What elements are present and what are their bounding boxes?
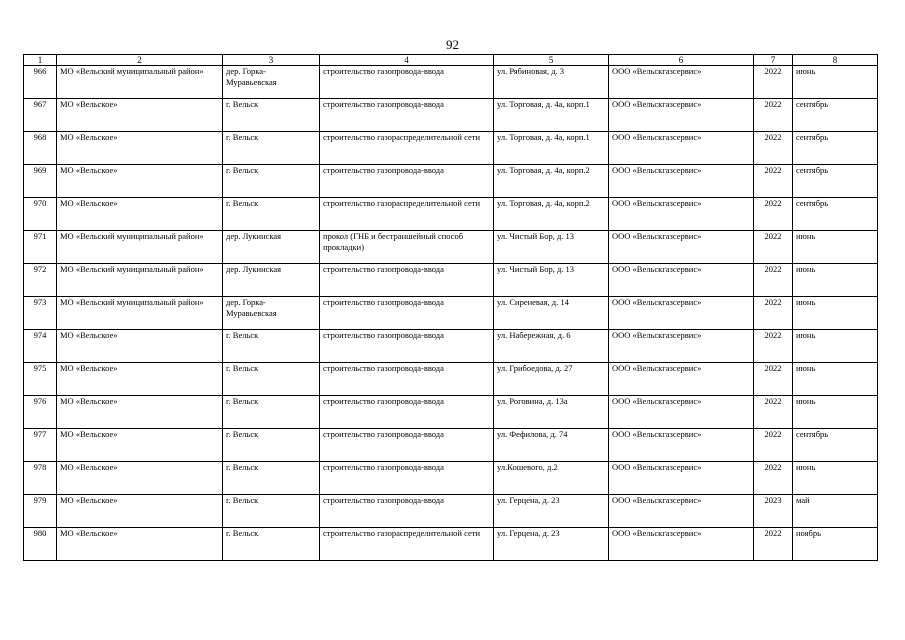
- column-number: 6: [609, 55, 754, 66]
- table-row: [24, 165, 878, 198]
- settlement-cell: г. Вельск: [223, 165, 320, 198]
- municipality-cell: МО «Вельское»: [57, 330, 223, 363]
- organization-cell: ООО «Вельскгазсервис»: [609, 231, 754, 264]
- table-row: [24, 198, 878, 231]
- year-cell: 2022: [754, 132, 793, 165]
- row-number-cell: 977: [24, 429, 57, 462]
- year-cell: 2022: [754, 429, 793, 462]
- address-cell: ул. Герцена, д. 23: [494, 528, 609, 561]
- table-row: [24, 396, 878, 429]
- organization-cell: ООО «Вельскгазсервис»: [609, 99, 754, 132]
- address-cell: ул. Торговая, д. 4а, корп.2: [494, 198, 609, 231]
- row-number-cell: 966: [24, 66, 57, 99]
- settlement-cell: г. Вельск: [223, 330, 320, 363]
- gasification-schedule-table: [23, 54, 878, 561]
- municipality-cell: МО «Вельский муниципальный район»: [57, 297, 223, 330]
- column-number: 4: [320, 55, 494, 66]
- month-cell: июнь: [793, 462, 878, 495]
- organization-cell: ООО «Вельскгазсервис»: [609, 429, 754, 462]
- organization-cell: ООО «Вельскгазсервис»: [609, 297, 754, 330]
- row-number-cell: 971: [24, 231, 57, 264]
- work-type-cell: строительство газораспределительной сети: [320, 198, 494, 231]
- work-type-cell: строительство газопровода-ввода: [320, 462, 494, 495]
- month-cell: май: [793, 495, 878, 528]
- month-cell: июнь: [793, 363, 878, 396]
- table-row: [24, 99, 878, 132]
- municipality-cell: МО «Вельский муниципальный район»: [57, 66, 223, 99]
- row-number-cell: 973: [24, 297, 57, 330]
- month-cell: июнь: [793, 297, 878, 330]
- work-type-cell: строительство газопровода-ввода: [320, 297, 494, 330]
- work-type-cell: строительство газопровода-ввода: [320, 363, 494, 396]
- table-row: [24, 363, 878, 396]
- row-number-cell: 972: [24, 264, 57, 297]
- settlement-cell: г. Вельск: [223, 396, 320, 429]
- column-number: 8: [793, 55, 878, 66]
- year-cell: 2022: [754, 330, 793, 363]
- month-cell: сентябрь: [793, 99, 878, 132]
- table-row: [24, 297, 878, 330]
- month-cell: сентябрь: [793, 198, 878, 231]
- month-cell: июнь: [793, 264, 878, 297]
- address-cell: ул. Герцена, д. 23: [494, 495, 609, 528]
- table-row: [24, 330, 878, 363]
- municipality-cell: МО «Вельское»: [57, 99, 223, 132]
- organization-cell: ООО «Вельскгазсервис»: [609, 132, 754, 165]
- row-number-cell: 976: [24, 396, 57, 429]
- row-number-cell: 980: [24, 528, 57, 561]
- year-cell: 2022: [754, 231, 793, 264]
- organization-cell: ООО «Вельскгазсервис»: [609, 165, 754, 198]
- work-type-cell: строительство газопровода-ввода: [320, 264, 494, 297]
- year-cell: 2022: [754, 297, 793, 330]
- row-number-cell: 974: [24, 330, 57, 363]
- settlement-cell: г. Вельск: [223, 495, 320, 528]
- row-number-cell: 978: [24, 462, 57, 495]
- year-cell: 2022: [754, 462, 793, 495]
- table-row: [24, 429, 878, 462]
- column-number: 3: [223, 55, 320, 66]
- organization-cell: ООО «Вельскгазсервис»: [609, 528, 754, 561]
- table-row: [24, 66, 878, 99]
- municipality-cell: МО «Вельское»: [57, 396, 223, 429]
- row-number-cell: 970: [24, 198, 57, 231]
- address-cell: ул. Фефилова, д. 74: [494, 429, 609, 462]
- work-type-cell: строительство газораспределительной сети: [320, 528, 494, 561]
- settlement-cell: г. Вельск: [223, 429, 320, 462]
- municipality-cell: МО «Вельское»: [57, 462, 223, 495]
- work-type-cell: строительство газопровода-ввода: [320, 495, 494, 528]
- municipality-cell: МО «Вельское»: [57, 132, 223, 165]
- municipality-cell: МО «Вельское»: [57, 198, 223, 231]
- address-cell: ул. Рябиновая, д. 3: [494, 66, 609, 99]
- address-cell: ул. Торговая, д. 4а, корп.1: [494, 132, 609, 165]
- settlement-cell: дер. Лукинская: [223, 231, 320, 264]
- page-number: 92: [446, 37, 459, 52]
- municipality-cell: МО «Вельское»: [57, 165, 223, 198]
- month-cell: сентябрь: [793, 429, 878, 462]
- column-number: 1: [24, 55, 57, 66]
- row-number-cell: 979: [24, 495, 57, 528]
- year-cell: 2022: [754, 99, 793, 132]
- organization-cell: ООО «Вельскгазсервис»: [609, 495, 754, 528]
- municipality-cell: МО «Вельский муниципальный район»: [57, 231, 223, 264]
- year-cell: 2022: [754, 528, 793, 561]
- year-cell: 2022: [754, 198, 793, 231]
- work-type-cell: строительство газопровода-ввода: [320, 330, 494, 363]
- address-cell: ул.Кошевого, д.2: [494, 462, 609, 495]
- work-type-cell: строительство газопровода-ввода: [320, 396, 494, 429]
- municipality-cell: МО «Вельское»: [57, 429, 223, 462]
- address-cell: ул. Грибоедова, д. 27: [494, 363, 609, 396]
- table-row: [24, 231, 878, 264]
- organization-cell: ООО «Вельскгазсервис»: [609, 363, 754, 396]
- work-type-cell: строительство газопровода-ввода: [320, 165, 494, 198]
- settlement-cell: г. Вельск: [223, 363, 320, 396]
- municipality-cell: МО «Вельский муниципальный район»: [57, 264, 223, 297]
- address-cell: ул. Чистый Бор, д. 13: [494, 264, 609, 297]
- row-number-cell: 968: [24, 132, 57, 165]
- organization-cell: ООО «Вельскгазсервис»: [609, 396, 754, 429]
- settlement-cell: г. Вельск: [223, 462, 320, 495]
- settlement-cell: г. Вельск: [223, 528, 320, 561]
- organization-cell: ООО «Вельскгазсервис»: [609, 462, 754, 495]
- year-cell: 2022: [754, 363, 793, 396]
- row-number-cell: 967: [24, 99, 57, 132]
- table-body: [24, 66, 878, 561]
- settlement-cell: дер. Горка-Муравьевская: [223, 297, 320, 330]
- settlement-cell: г. Вельск: [223, 132, 320, 165]
- table-row: [24, 132, 878, 165]
- year-cell: 2022: [754, 264, 793, 297]
- month-cell: июнь: [793, 396, 878, 429]
- organization-cell: ООО «Вельскгазсервис»: [609, 66, 754, 99]
- settlement-cell: дер. Лукинская: [223, 264, 320, 297]
- month-cell: сентябрь: [793, 165, 878, 198]
- municipality-cell: МО «Вельское»: [57, 528, 223, 561]
- address-cell: ул. Торговая, д. 4а, корп.2: [494, 165, 609, 198]
- organization-cell: ООО «Вельскгазсервис»: [609, 330, 754, 363]
- month-cell: июнь: [793, 231, 878, 264]
- year-cell: 2022: [754, 396, 793, 429]
- column-number: 7: [754, 55, 793, 66]
- municipality-cell: МО «Вельское»: [57, 363, 223, 396]
- table-row: [24, 495, 878, 528]
- address-cell: ул. Сиреневая, д. 14: [494, 297, 609, 330]
- address-cell: ул. Чистый Бор, д. 13: [494, 231, 609, 264]
- work-type-cell: строительство газопровода-ввода: [320, 66, 494, 99]
- settlement-cell: дер. Горка-Муравьевская: [223, 66, 320, 99]
- year-cell: 2022: [754, 66, 793, 99]
- organization-cell: ООО «Вельскгазсервис»: [609, 264, 754, 297]
- column-number-row: [24, 55, 878, 66]
- address-cell: ул. Набережная, д. 6: [494, 330, 609, 363]
- year-cell: 2022: [754, 165, 793, 198]
- month-cell: июнь: [793, 330, 878, 363]
- month-cell: сентябрь: [793, 132, 878, 165]
- column-number: 2: [57, 55, 223, 66]
- municipality-cell: МО «Вельское»: [57, 495, 223, 528]
- column-number: 5: [494, 55, 609, 66]
- row-number-cell: 975: [24, 363, 57, 396]
- row-number-cell: 969: [24, 165, 57, 198]
- work-type-cell: строительство газопровода-ввода: [320, 99, 494, 132]
- address-cell: ул. Торговая, д. 4а, корп.1: [494, 99, 609, 132]
- work-type-cell: прокол (ГНБ и бестраншейный способ прокладки): [320, 231, 494, 264]
- table-row: [24, 528, 878, 561]
- table-row: [24, 264, 878, 297]
- settlement-cell: г. Вельск: [223, 99, 320, 132]
- settlement-cell: г. Вельск: [223, 198, 320, 231]
- work-type-cell: строительство газораспределительной сети: [320, 132, 494, 165]
- address-cell: ул. Роговина, д. 13а: [494, 396, 609, 429]
- table-row: [24, 462, 878, 495]
- work-type-cell: строительство газопровода-ввода: [320, 429, 494, 462]
- organization-cell: ООО «Вельскгазсервис»: [609, 198, 754, 231]
- month-cell: ноябрь: [793, 528, 878, 561]
- year-cell: 2023: [754, 495, 793, 528]
- month-cell: июнь: [793, 66, 878, 99]
